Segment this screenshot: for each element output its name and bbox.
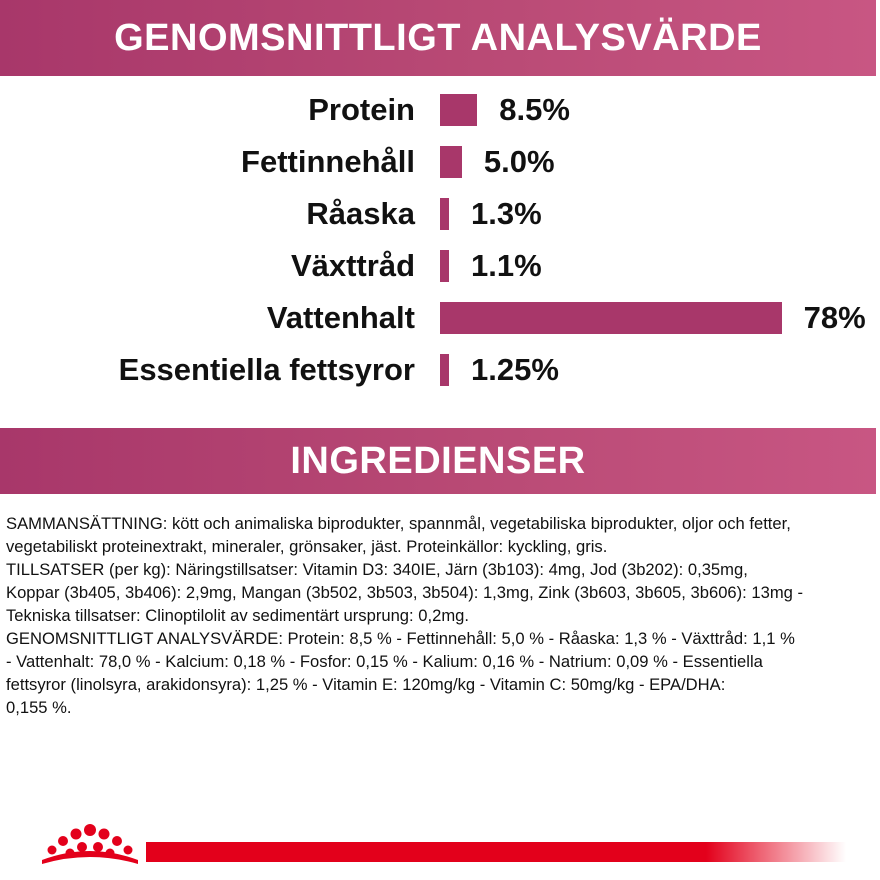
analysis-bar bbox=[440, 94, 477, 126]
analysis-bar bbox=[440, 198, 449, 230]
ingredients-line: Koppar (3b405, 3b406): 2,9mg, Mangan (3b502, 3b503, 3b504): 1,3mg, Zink (3b603, 3b605, 3b606): 13mg - bbox=[6, 583, 804, 602]
analysis-row-fatty-acids bbox=[0, 350, 880, 390]
analysis-row-value: 5.0% bbox=[483, 144, 555, 179]
analysis-row-ash bbox=[0, 194, 880, 234]
analysis-row-moisture bbox=[0, 298, 880, 338]
analysis-row-fibre bbox=[0, 246, 880, 286]
ingredients-line: fettsyror (linolsyra, arakidonsyra): 1,25 % - Vitamin E: 120mg/kg - Vitamin C: 50mg/kg - EPA/DHA: bbox=[6, 675, 726, 694]
analysis-row-value: 8.5% bbox=[499, 92, 570, 127]
analysis-row-value: 78% bbox=[803, 300, 866, 335]
ingredients-line: vegetabiliskt proteinextrakt, mineraler, grönsaker, jäst. Proteinkällor: kyckling, gris. bbox=[6, 537, 608, 556]
analysis-row-label: Protein bbox=[308, 92, 415, 127]
analysis-row-label: Fettinnehåll bbox=[241, 144, 415, 179]
ingredients-line: Tekniska tillsatser: Clinoptilolit av sedimentärt ursprung: 0,2mg. bbox=[6, 606, 469, 625]
royal-canin-crown-icon bbox=[40, 820, 140, 872]
analysis-title: GENOMSNITTLIGT ANALYSVÄRDE bbox=[114, 17, 762, 59]
analysis-title-banner bbox=[0, 0, 876, 76]
analysis-row-fat bbox=[0, 142, 880, 182]
analysis-bar bbox=[440, 302, 782, 334]
analysis-row-label: Essentiella fettsyror bbox=[118, 352, 415, 387]
analysis-row-protein bbox=[0, 90, 880, 130]
ingredients-title-banner bbox=[0, 428, 876, 494]
analysis-row-label: Vattenhalt bbox=[266, 300, 415, 335]
ingredients-line: - Vattenhalt: 78,0 % - Kalcium: 0,18 % - Fosfor: 0,15 % - Kalium: 0,16 % - Natrium: 0,09 % - Essentiella bbox=[6, 652, 763, 671]
ingredients-line: TILLSATSER (per kg): Näringstillsatser: Vitamin D3: 340IE, Järn (3b103): 4mg, Jod (3b202): 0,35mg, bbox=[6, 560, 748, 579]
ingredients-line: 0,155 %. bbox=[6, 698, 72, 717]
footer-accent-line bbox=[146, 842, 846, 862]
ingredients-line: GENOMSNITTLIGT ANALYSVÄRDE: Protein: 8,5 % - Fettinnehåll: 5,0 % - Råaska: 1,3 % - Växttråd: 1,1 % bbox=[6, 629, 795, 648]
analysis-row-label: Växttråd bbox=[290, 248, 415, 283]
analysis-row-value: 1.25% bbox=[471, 352, 559, 387]
analysis-bar bbox=[440, 146, 462, 178]
analysis-row-label: Råaska bbox=[306, 196, 415, 231]
analysis-bar bbox=[440, 250, 449, 282]
ingredients-text bbox=[6, 512, 876, 719]
ingredients-title: INGREDIENSER bbox=[290, 440, 586, 482]
ingredients-line: SAMMANSÄTTNING: kött och animaliska biprodukter, spannmål, vegetabiliska biprodukter, oljor och fetter, bbox=[6, 514, 791, 533]
analysis-row-value: 1.3% bbox=[471, 196, 542, 231]
analysis-bar bbox=[440, 354, 449, 386]
analysis-row-value: 1.1% bbox=[471, 248, 542, 283]
